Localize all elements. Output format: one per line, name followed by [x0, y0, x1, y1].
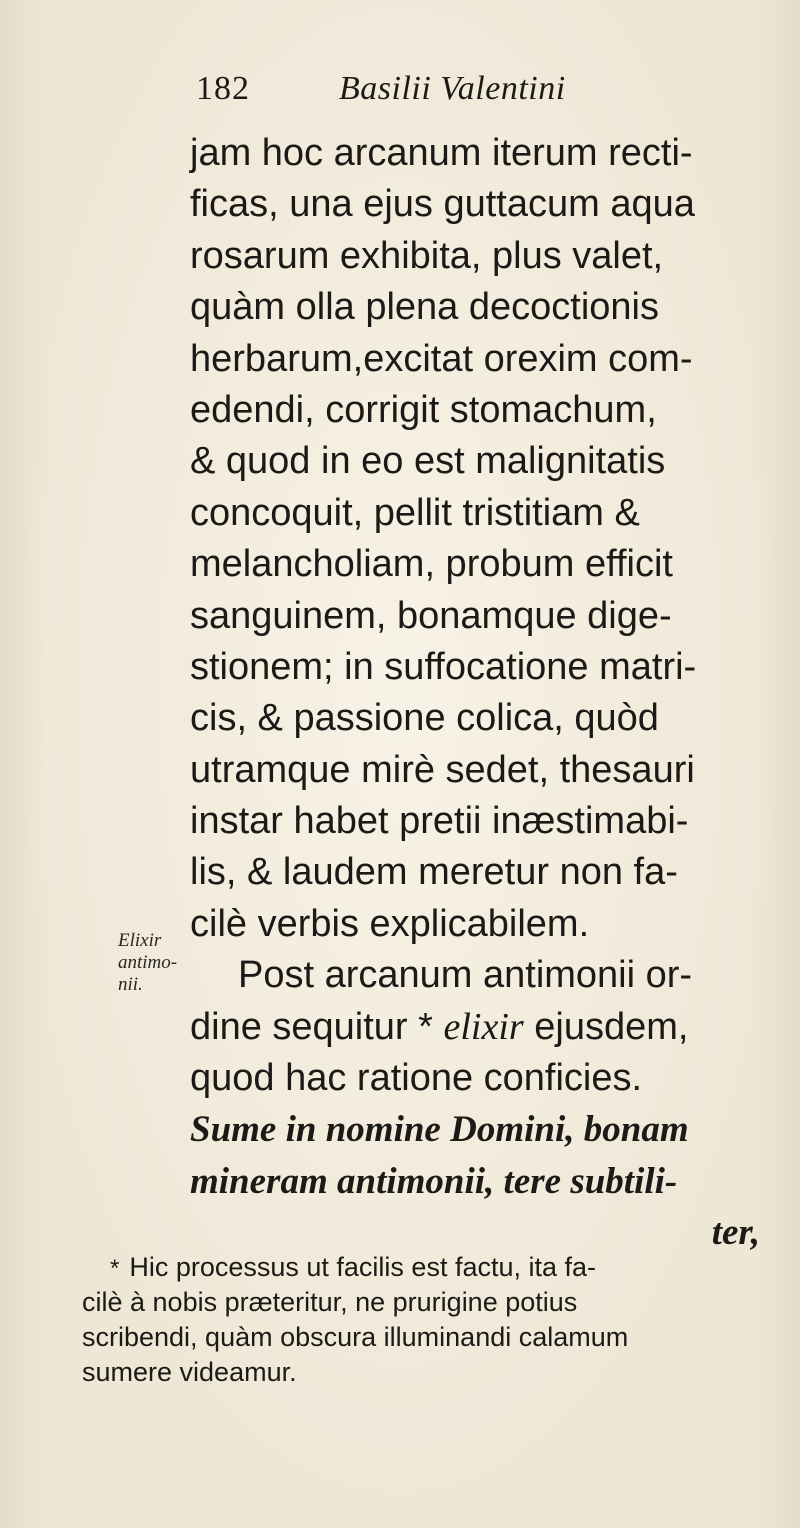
catchword: ter,: [711, 1212, 760, 1254]
text-line: lis, & laudem meretur non fa-: [190, 851, 678, 894]
margin-note-line: antimo-: [118, 952, 178, 973]
text-line: edendi, corrigit stomachum,: [190, 388, 657, 431]
elixir-emphasis: elixir: [443, 1005, 524, 1048]
text-line: sanguinem, bonamque dige-: [190, 594, 672, 637]
text-line: utramque mirè sedet, thesauri: [190, 748, 695, 791]
margin-note-line: nii.: [118, 974, 143, 995]
text-line: stionem; in suffocatione matri-: [190, 645, 697, 688]
text-line: cis, & passione colica, quòd: [190, 697, 659, 740]
footnote: [82, 1250, 772, 1390]
italic-line: Sume in nomine Domini, bonam: [190, 1109, 689, 1151]
running-head: Basilii Valentini: [339, 70, 566, 107]
footnote-line: cilè à nobis præteritur, ne prurigine potius: [82, 1287, 578, 1317]
text-line: rosarum exhibita, plus valet,: [190, 234, 664, 277]
text-line: herbarum,excitat orexim com-: [190, 337, 693, 380]
text-line-with-emphasis: [190, 1002, 770, 1053]
footnote-line: sumere videamur.: [82, 1357, 297, 1387]
footnote-text: Hic processus ut facilis est factu, ita fa-: [129, 1252, 597, 1282]
margin-note-line: Elixir: [118, 930, 162, 951]
text-line: concoquit, pellit tristitiam &: [190, 491, 640, 534]
footnote-first-line: [82, 1250, 772, 1285]
text-segment: dine sequitur *: [190, 1005, 444, 1048]
footnote-marker: *: [110, 1255, 120, 1282]
page-number: 182: [196, 70, 250, 107]
text-segment: ejusdem,: [523, 1005, 689, 1048]
text-line: jam hoc arcanum iterum recti-: [190, 132, 693, 174]
text-line: quàm olla plena decoctionis: [190, 286, 659, 329]
italic-line: mineram antimonii, tere subtili-: [190, 1160, 678, 1202]
text-line: ficas, una ejus guttacum aqua: [190, 183, 695, 226]
text-line: instar habet pretii inæstimabi-: [190, 800, 689, 843]
text-line: melancholiam, probum efficit: [190, 543, 673, 586]
text-line: cilè verbis explicabilem.: [190, 902, 590, 945]
footnote-line: scribendi, quàm obscura illuminandi calamum: [82, 1322, 629, 1352]
margin-note: [118, 930, 177, 996]
page-header: [196, 66, 756, 116]
main-text: [190, 128, 770, 1259]
paragraph-start-line: Post arcanum antimonii or-: [238, 954, 693, 997]
text-line: & quod in eo est malignitatis: [190, 440, 666, 483]
text-line: quod hac ratione conficies.: [190, 1057, 643, 1100]
